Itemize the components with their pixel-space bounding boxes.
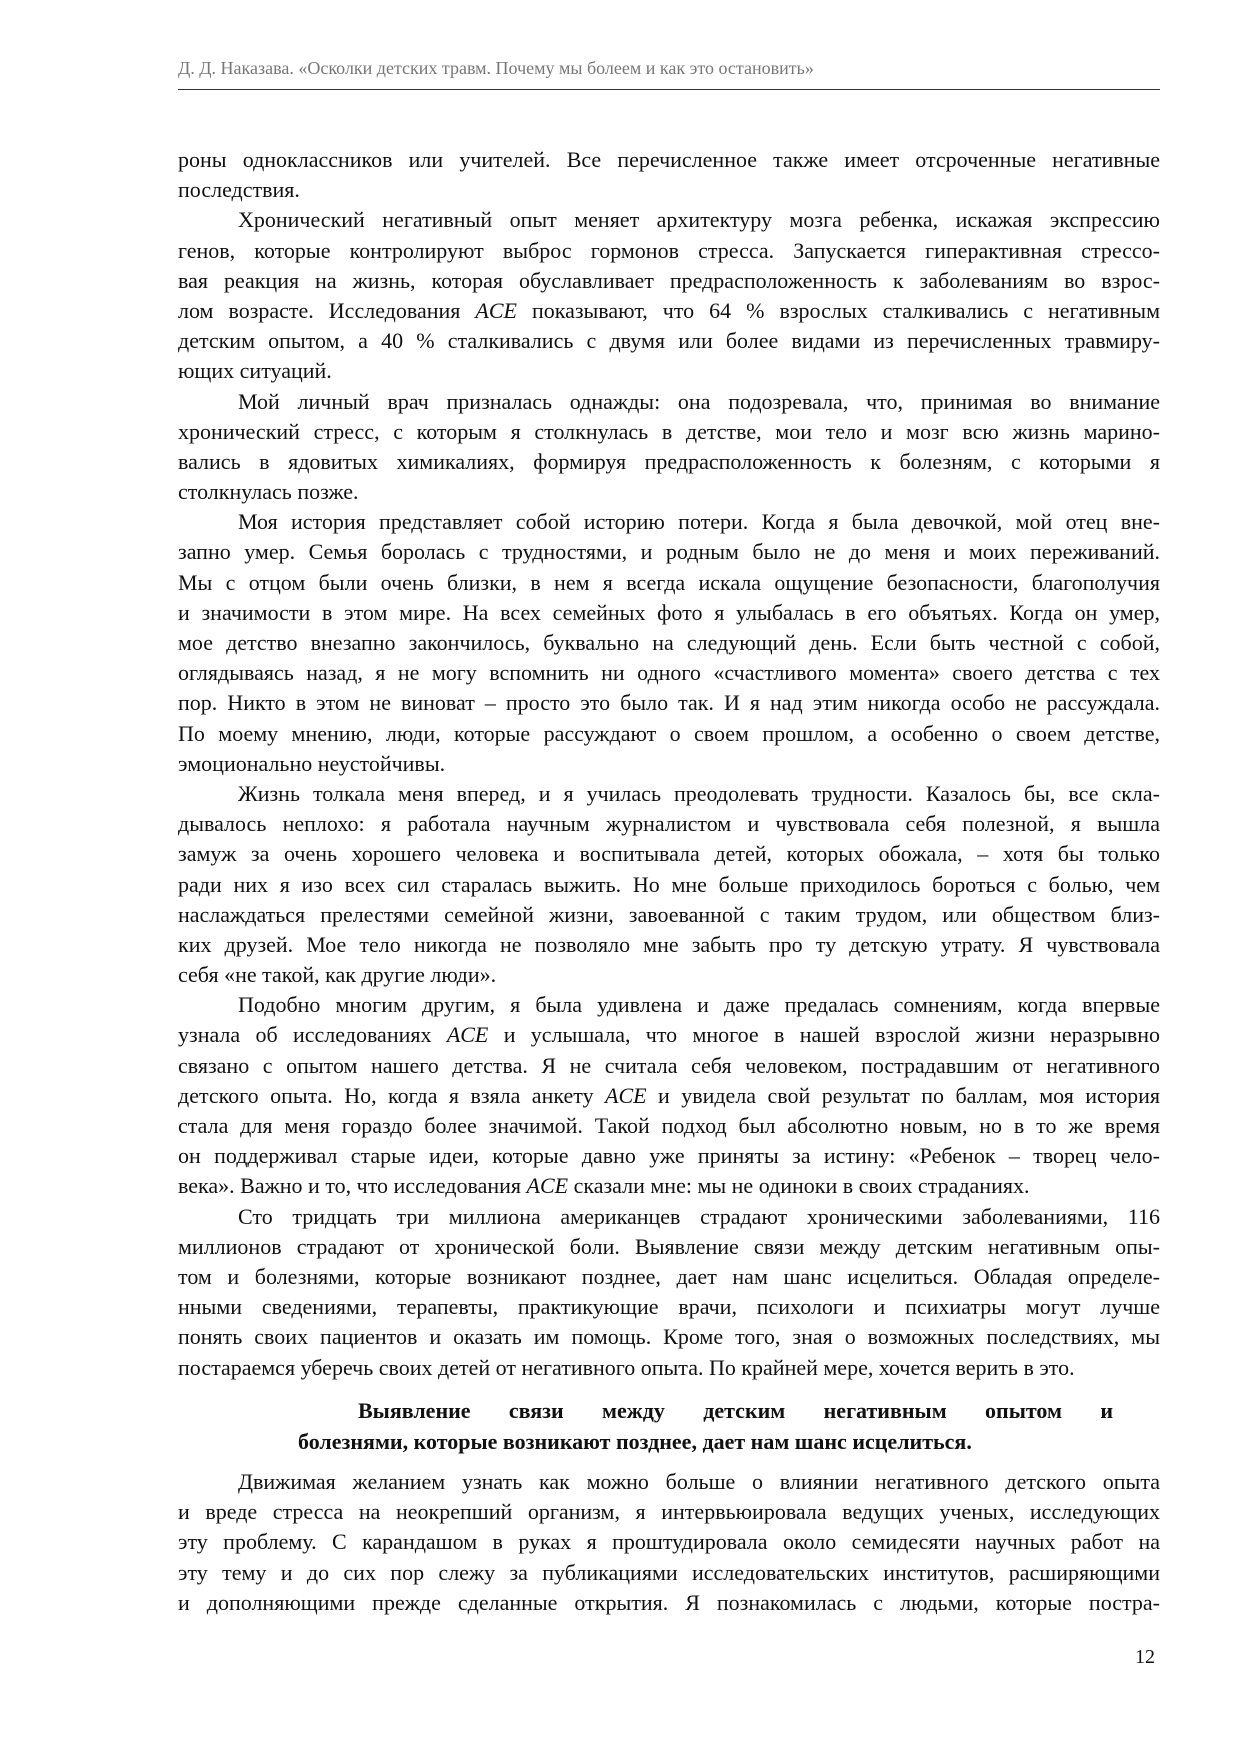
text-line: ради них я изо всех сил старалась выжить. Но мне больше приходилось бороться с болью, чем (178, 871, 1160, 897)
text-line: Подобно многим другим, я была удивлена и даже предалась сомнениям, когда впервые (238, 992, 1160, 1018)
text-line: эту тему и до сих пор слежу за публикациями исследовательских институтов, расширяющими (178, 1559, 1160, 1585)
text-line: Движимая желанием узнать как можно больше о влиянии негативного детского опыта (238, 1469, 1160, 1494)
body-text (178, 145, 1160, 1383)
text-line: столкнулась позже. (178, 479, 359, 505)
paragraph (178, 145, 1160, 205)
text-line: хронический стресс, с которым я столкнулась в детстве, мои тело и мозг всю жизнь марино- (178, 418, 1160, 444)
text-line: генов, которые контролируют выброс гормонов стресса. Запускается гиперактивная стрессо- (178, 237, 1160, 263)
text-line: нными сведениями, терапевты, практикующие врачи, психологи и психиатры могут лучше (178, 1294, 1160, 1320)
paragraph (178, 507, 1160, 779)
text-line: он поддерживал старые идеи, которые давно уже приняты за истину: «Ребенок – творец чело- (178, 1143, 1160, 1169)
text-line: мое детство внезапно закончилось, буквально на следующий день. Если быть честной с собой, (178, 630, 1160, 655)
text-line: миллионов страдают от хронической боли. Выявление связи между детским негативным опы- (178, 1233, 1160, 1259)
header-divider (178, 89, 1160, 90)
paragraph (178, 387, 1160, 508)
text-line: наслаждаться прелестями семейной жизни, завоеванной с таким трудом, или обществом близ- (178, 901, 1160, 927)
text-line: Моя история представляет собой историю потери. Когда я была девочкой, мой отец вне- (238, 509, 1160, 535)
text-line: Мой личный врач призналась однажды: она подозревала, что, принимая во внимание (238, 388, 1160, 414)
text-line: замуж за очень хорошего человека и воспитывала детей, которых обожала, – хотя бы только (178, 841, 1160, 867)
text-line: связано с опытом нашего детства. Я не считала себя человеком, пострадавшим от негативного (178, 1052, 1160, 1078)
text-line: вая реакция на жизнь, которая обуславливает предрасположенность к заболеваниям во взрос- (178, 267, 1160, 293)
text-line: ющих ситуаций. (178, 358, 332, 384)
text-line: и вреде стресса на неокрепший организм, я интервьюировала ведущих ученых, исследующих (178, 1499, 1160, 1525)
text-line: себя «не такой, как другие люди». (178, 962, 497, 988)
text-line: и дополняющими прежде сделанные открытия. Я познакомилась с людьми, которые постра- (178, 1589, 1160, 1615)
text-line: Хронический негативный опыт меняет архитектуру мозга ребенка, искажая экспрессию (238, 207, 1160, 233)
text-line: века». Важно и то, что исследования ACE сказали мне: мы не одиноки в своих страданиях. (178, 1173, 1030, 1199)
running-header: Д. Д. Наказава. «Осколки детских травм. Почему мы болеем и как это остановить» (178, 58, 814, 78)
text-line: запно умер. Семья боролась с трудностями, и родным было не до меня и моих переживаний. (178, 539, 1160, 565)
section-callout (178, 1395, 1160, 1457)
paragraph (178, 779, 1160, 990)
text-line: узнала об исследованиях ACE и услышала, что многое в нашей взрослой жизни неразрывно (178, 1022, 1160, 1048)
text-line: и значимости в этом мире. На всех семейных фото я улыбалась в его объятьях. Когда он умер, (178, 599, 1160, 625)
text-line: постараемся уберечь своих детей от негативного опыта. По крайней мере, хочется верить в это. (178, 1354, 1075, 1380)
text-line: пор. Никто в этом не виноват – просто это было так. И я над этим никогда особо не рассуждала. (178, 690, 1160, 716)
callout-line: болезнями, которые возникают позднее, дает нам шанс исцелиться. (298, 1429, 972, 1454)
text-line: последствия. (178, 177, 300, 203)
paragraph (178, 205, 1160, 386)
text-line: эту проблему. С карандашом в руках я проштудировала около семидесяти научных работ на (178, 1529, 1160, 1555)
text-line: лом возрасте. Исследования ACE показывают, что 64 % взрослых сталкивались с негативным (178, 297, 1160, 323)
text-line: оглядываясь назад, я не могу вспомнить ни одного «счастливого момента» своего детства с тех (178, 660, 1160, 686)
text-line: эмоционально неустойчивы. (178, 750, 446, 776)
text-line: ких друзей. Мое тело никогда не позволяло мне забыть про ту детскую утрату. Я чувствовала (178, 931, 1160, 957)
callout-line: Выявление связи между детским негативным опытом и (358, 1398, 1113, 1423)
text-line: вались в ядовитых химикалиях, формируя предрасположенность к болезням, с которыми я (178, 448, 1160, 474)
text-line: дывалось неплохо: я работала научным журналистом и чувствовала себя полезной, я вышла (178, 811, 1160, 837)
text-line: По моему мнению, люди, которые рассуждают о своем прошлом, а особенно о своем детстве, (178, 720, 1160, 746)
body-text-continued (178, 1467, 1160, 1618)
page-number: 12 (1135, 1646, 1155, 1668)
text-line: детского опыта. Но, когда я взяла анкету ACE и увидела свой результат по баллам, моя история (178, 1082, 1160, 1108)
text-line: том и болезнями, которые возникают позднее, дает нам шанс исцелиться. Обладая определе- (178, 1263, 1160, 1289)
paragraph (178, 1202, 1160, 1383)
paragraph (178, 1467, 1160, 1618)
text-line: понять своих пациентов и оказать им помощь. Кроме того, зная о возможных последствиях, мы (178, 1324, 1160, 1350)
text-line: Мы с отцом были очень близки, в нем я всегда искала ощущение безопасности, благополучия (178, 569, 1160, 595)
text-line: Жизнь толкала меня вперед, и я училась преодолевать трудности. Казалось бы, все скла- (238, 780, 1160, 806)
text-line: стала для меня гораздо более значимой. Такой подход был абсолютно новым, но в то же время (178, 1113, 1160, 1138)
text-line: детским опытом, а 40 % сталкивались с двумя или более видами из перечисленных травмиру- (178, 328, 1160, 354)
text-line: Сто тридцать три миллиона американцев страдают хроническими заболеваниями, 116 (238, 1203, 1160, 1229)
paragraph (178, 990, 1160, 1201)
text-line: роны одноклассников или учителей. Все перечисленное также имеет отсроченные негативные (178, 147, 1160, 172)
